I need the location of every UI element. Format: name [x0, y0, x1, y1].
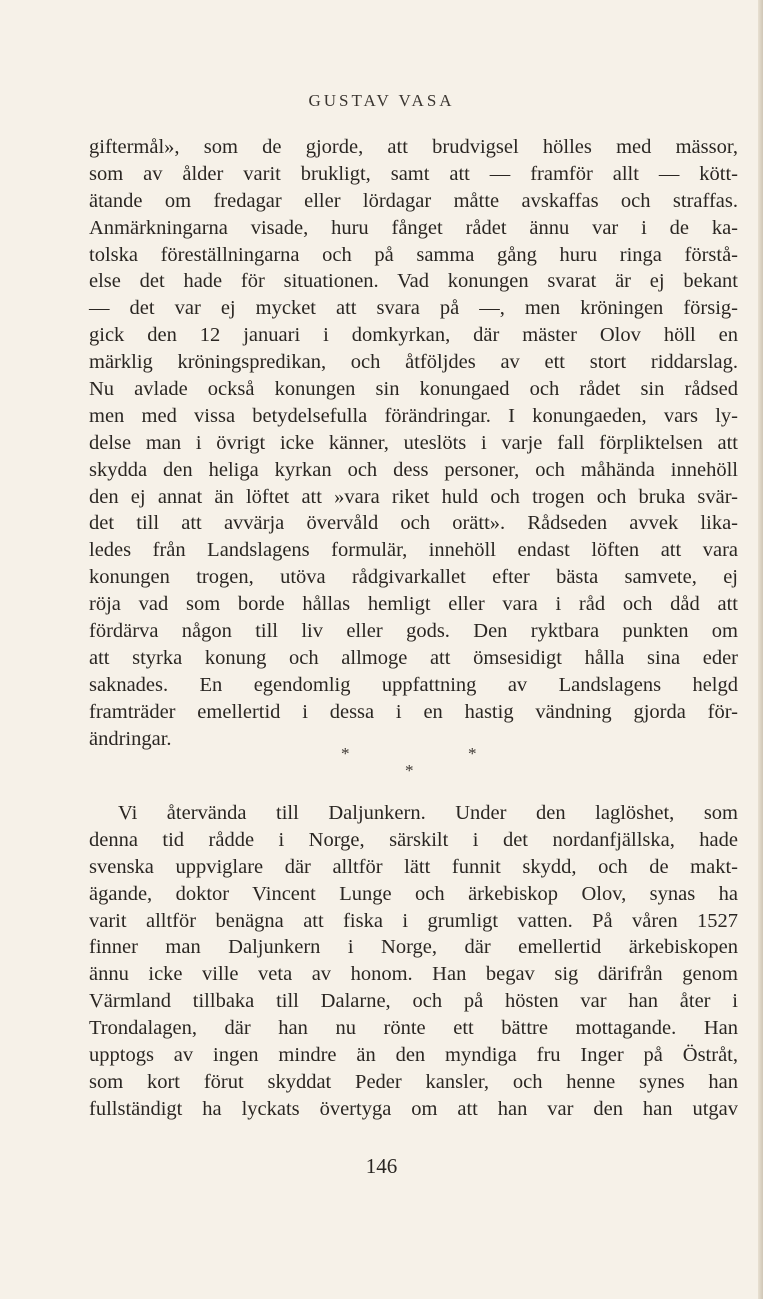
- text-line: Nu avlade också konungen sin konungaed och rådet sin rådsed: [89, 378, 738, 401]
- text-line: varit alltför benägna att fiska i grumligt vatten. På våren 1527: [89, 909, 738, 932]
- text-line: Trondalagen, där han nu rönte ett bättre mottagande. Han: [89, 1017, 738, 1040]
- text-line: märklig kröningspredikan, och åtföljdes av ett stort riddarslag.: [89, 351, 738, 374]
- text-line: gick den 12 januari i domkyrkan, där mäster Olov höll en: [89, 324, 738, 347]
- text-line: ännu icke ville veta av honom. Han begav sig därifrån genom: [89, 963, 738, 986]
- page-edge-shadow: [758, 0, 763, 1299]
- text-line: delse man i övrigt icke känner, uteslöts i varje fall förpliktelsen att: [89, 431, 738, 454]
- text-line: som av ålder varit brukligt, samt att — framför allt — kött-: [89, 162, 738, 185]
- text-line: röja vad som borde hållas hemligt eller vara i råd och dåd att: [89, 593, 738, 616]
- paragraph-1: [89, 134, 738, 752]
- text-line: finner man Daljunkern i Norge, där emellertid ärkebiskopen: [89, 936, 738, 959]
- text-line: det till att avvärja övervåld och orätt». Rådseden avvek lika-: [89, 512, 738, 535]
- text-line: Värmland tillbaka till Dalarne, och på hösten var han åter i: [89, 990, 738, 1013]
- text-line: fullständigt ha lyckats övertyga om att han var den han utgav: [89, 1097, 738, 1120]
- text-line: att styrka konung och allmoge att ömsesidigt hålla sina eder: [89, 646, 738, 669]
- text-line: framträder emellertid i dessa i en hastig vändning gjorda för-: [89, 700, 738, 723]
- text-line: skydda den heliga kyrkan och dess personer, och måhända innehöll: [89, 458, 738, 481]
- page-number: 146: [365, 1154, 398, 1178]
- text-line: tolska föreställningarna och på samma gång huru ringa förstå-: [89, 243, 738, 266]
- text-line: som kort förut skyddat Peder kansler, och henne synes han: [89, 1070, 738, 1093]
- text-line: ätande om fredagar eller lördagar måtte avskaffas och straffas.: [89, 189, 738, 212]
- paragraph-2: [89, 800, 738, 1123]
- text-line: upptogs av ingen mindre än den myndiga fru Inger på Östråt,: [89, 1044, 738, 1067]
- text-line: — det var ej mycket att svara på —, men kröningen försig-: [89, 297, 738, 320]
- section-break-asterism: [335, 744, 485, 784]
- text-line: Vi återvända till Daljunkern. Under den laglöshet, som: [118, 802, 738, 824]
- text-line: men med vissa betydelsefulla förändringar. I konungaeden, vars ly-: [89, 404, 738, 427]
- text-line: svenska uppviglare där alltför lätt funnit skydd, och de makt-: [89, 855, 738, 878]
- text-line: ledes från Landslagens formulär, innehöll endast löften att vara: [89, 539, 738, 562]
- text-line: konungen trogen, utöva rådgivarkallet efter bästa samvete, ej: [89, 566, 738, 589]
- text-line: fördärva någon till liv eller gods. Den ryktbara punkten om: [89, 620, 738, 643]
- asterisk-glyph: *: [468, 744, 477, 763]
- text-line: else det hade för situationen. Vad konungen svarat är ej bekant: [89, 270, 738, 293]
- text-line: Anmärkningarna visade, huru fånget rådet ännu var i de ka-: [89, 216, 738, 239]
- text-line: saknades. En egendomlig uppfattning av Landslagens helgd: [89, 673, 738, 696]
- text-line: ändringar.: [89, 727, 172, 750]
- text-line: den ej annat än löftet att »vara riket huld och trogen och bruka svär-: [89, 485, 738, 508]
- asterisk-glyph: *: [405, 761, 414, 780]
- text-line: ägande, doktor Vincent Lunge och ärkebiskop Olov, synas ha: [89, 882, 738, 905]
- text-line: denna tid rådde i Norge, särskilt i det nordanfjällska, hade: [89, 828, 738, 851]
- text-line: giftermål», som de gjorde, att brudvigsel hölles med mässor,: [89, 136, 738, 158]
- asterisk-glyph: *: [341, 744, 350, 763]
- running-header: GUSTAV VASA: [308, 91, 455, 110]
